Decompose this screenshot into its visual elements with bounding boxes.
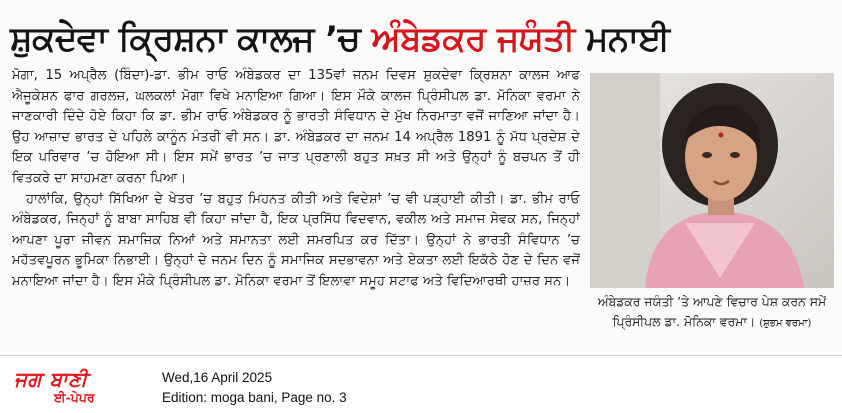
- logo-subtitle: ਈ-ਪੇਪਰ: [54, 390, 95, 405]
- article-paragraph: ਮੋਗਾ, 15 ਅਪ੍ਰੈਲ (ਬਿੰਦਾ)-ਡਾ. ਭੀਮ ਰਾਓ ਅੰਬੇਡਕਰ ਦਾ 135ਵਾਂ ਜਨਮ ਦਿਵਸ ਸ਼ੁਕਦੇਵਾ ਕ੍ਰਿਸ਼ਨਾ ਕਾਲਜ ਆਫ ਐਜੂਕੇਸ਼ਨ ਫਾਰ ਗਰਲਜ਼, ਘਲਕਲਾਂ ਮੋਗਾ ਵਿਖੇ ਮਨਾਇਆ ਗਿਆ। ਇਸ ਮੌਕੇ ਕਾਲਜ ਪ੍ਰਿੰਸੀਪਲ ਡਾ. ਮੋਨਿਕਾ ਵਰਮਾ ਨੇ ਜਾਣਕਾਰੀ ਦਿੰਦੇ ਹੋਏ ਕਿਹਾ ਕਿ ਡਾ. ਭੀਮ ਰਾਓ ਅੰਬੇਡਕਰ ਨੂੰ ਭਾਰਤੀ ਸੰਵਿਧਾਨ ਦੇ ਮੁੱਖ ਨਿਰਮਾਤਾ ਵਜੋਂ ਜਾਣਿਆ ਜਾਂਦਾ ਹੈ। ਉਹ ਆਜ਼ਾਦ ਭਾਰਤ ਦੇ ਪਹਿਲੇ ਕਾਨੂੰਨ ਮੰਤਰੀ ਵੀ ਸਨ। ਡਾ. ਅੰਬੇਡਕਰ ਦਾ ਜਨਮ 14 ਅਪ੍ਰੈਲ 1891 ਨੂੰ ਮੱਧ ਪ੍ਰਦੇਸ਼ ਦੇ ਇਕ ਪਰਿਵਾਰ ’ਚ ਹੋਇਆ ਸੀ। ਇਸ ਸਮੇਂ ਭਾਰਤ ’ਚ ਜਾਤ ਪ੍ਰਣਾਲੀ ਬਹੁਤ ਸਖ਼ਤ ਸੀ ਅਤੇ ਉਨ੍ਹਾਂ ਨੂੰ ਬਚਪਨ ਤੋਂ ਹੀ ਵਿਤਕਰੇ ਦਾ ਸਾਹਮਣਾ ਕਰਨਾ ਪਿਆ।: [12, 68, 580, 186]
- jagbani-logo: [14, 368, 142, 406]
- publication-date: Wed,16 April 2025: [162, 370, 273, 385]
- photo-caption: [586, 292, 838, 338]
- article-paragraph: ਹਾਲਾਂਕਿ, ਉਨ੍ਹਾਂ ਸਿੱਖਿਆ ਦੇ ਖੇਤਰ ’ਚ ਬਹੁਤ ਮਿਹਨਤ ਕੀਤੀ ਅਤੇ ਵਿਦੇਸ਼ਾਂ ’ਚ ਵੀ ਪੜ੍ਹਾਈ ਕੀਤੀ। ਡਾ. ਭੀਮ ਰਾਓ ਅੰਬੇਡਕਰ, ਜਿਨ੍ਹਾਂ ਨੂੰ ਬਾਬਾ ਸਾਹਿਬ ਵੀ ਕਿਹਾ ਜਾਂਦਾ ਹੈ, ਇਕ ਪ੍ਰਸਿੱਧ ਵਿਦਵਾਨ, ਵਕੀਲ ਅਤੇ ਸਮਾਜ ਸੇਵਕ ਸਨ, ਜਿਨ੍ਹਾਂ ਆਪਣਾ ਪੂਰਾ ਜੀਵਨ ਸਮਾਜਿਕ ਨਿਆਂ ਅਤੇ ਸਮਾਨਤਾ ਲਈ ਸਮਰਪਿਤ ਕਰ ਦਿੱਤਾ। ਉਨ੍ਹਾਂ ਨੇ ਭਾਰਤੀ ਸੰਵਿਧਾਨ ’ਚ ਮਹੱਤਵਪੂਰਨ ਭੂਮਿਕਾ ਨਿਭਾਈ। ਉਨ੍ਹਾਂ ਦੇ ਜਨਮ ਦਿਨ ਨੂੰ ਸਮਾਜਿਕ ਸਦਭਾਵਨਾ ਅਤੇ ਏਕਤਾ ਲਈ ਇਕੱਠੇ ਹੋਣ ਦੇ ਦਿਨ ਵਜੋਂ ਮਨਾਇਆ ਜਾਂਦਾ ਹੈ। ਇਸ ਮੌਕੇ ਪ੍ਰਿੰਸੀਪਲ ਡਾ. ਮੋਨਿਕਾ ਵਰਮਾ ਤੋਂ ਇਲਾਵਾ ਸਮੂਹ ਸਟਾਫ ਅਤੇ ਵਿਦਿਆਰਥੀ ਹਾਜ਼ਰ ਸਨ।: [12, 191, 580, 289]
- article-photo: [590, 73, 834, 288]
- edition-info: [162, 368, 462, 408]
- footer-divider: [0, 355, 842, 356]
- caption-text: ਅੰਬੇਡਕਰ ਜਯੰਤੀ ’ਤੇ ਆਪਣੇ ਵਿਚਾਰ ਪੇਸ਼ ਕਰਨ ਸਮੇਂ ਪ੍ਰਿੰਸੀਪਲ ਡਾ. ਮੋਨਿਕਾ ਵਰਮਾ।: [597, 294, 827, 329]
- headline-highlight: ਅੰਬੇਡਕਰ ਜਯੰਤੀ: [371, 19, 575, 59]
- headline-part-2: ਮਨਾਈ: [574, 19, 670, 59]
- principal-photo-image: [590, 73, 834, 288]
- photo-credit: (ਸ਼ੁਭਮ ਵਰਮਾ): [759, 318, 812, 329]
- article-body: [12, 66, 580, 336]
- edition-page: Edition: moga bani, Page no. 3: [162, 390, 347, 405]
- article-headline: [10, 8, 832, 70]
- logo-wordmark: ਜਗ ਬਾਣੀ: [14, 367, 88, 391]
- headline-part-1: ਸ਼ੁਕਦੇਵਾ ਕ੍ਰਿਸ਼ਨਾ ਕਾਲਜ ’ਚ: [10, 19, 372, 59]
